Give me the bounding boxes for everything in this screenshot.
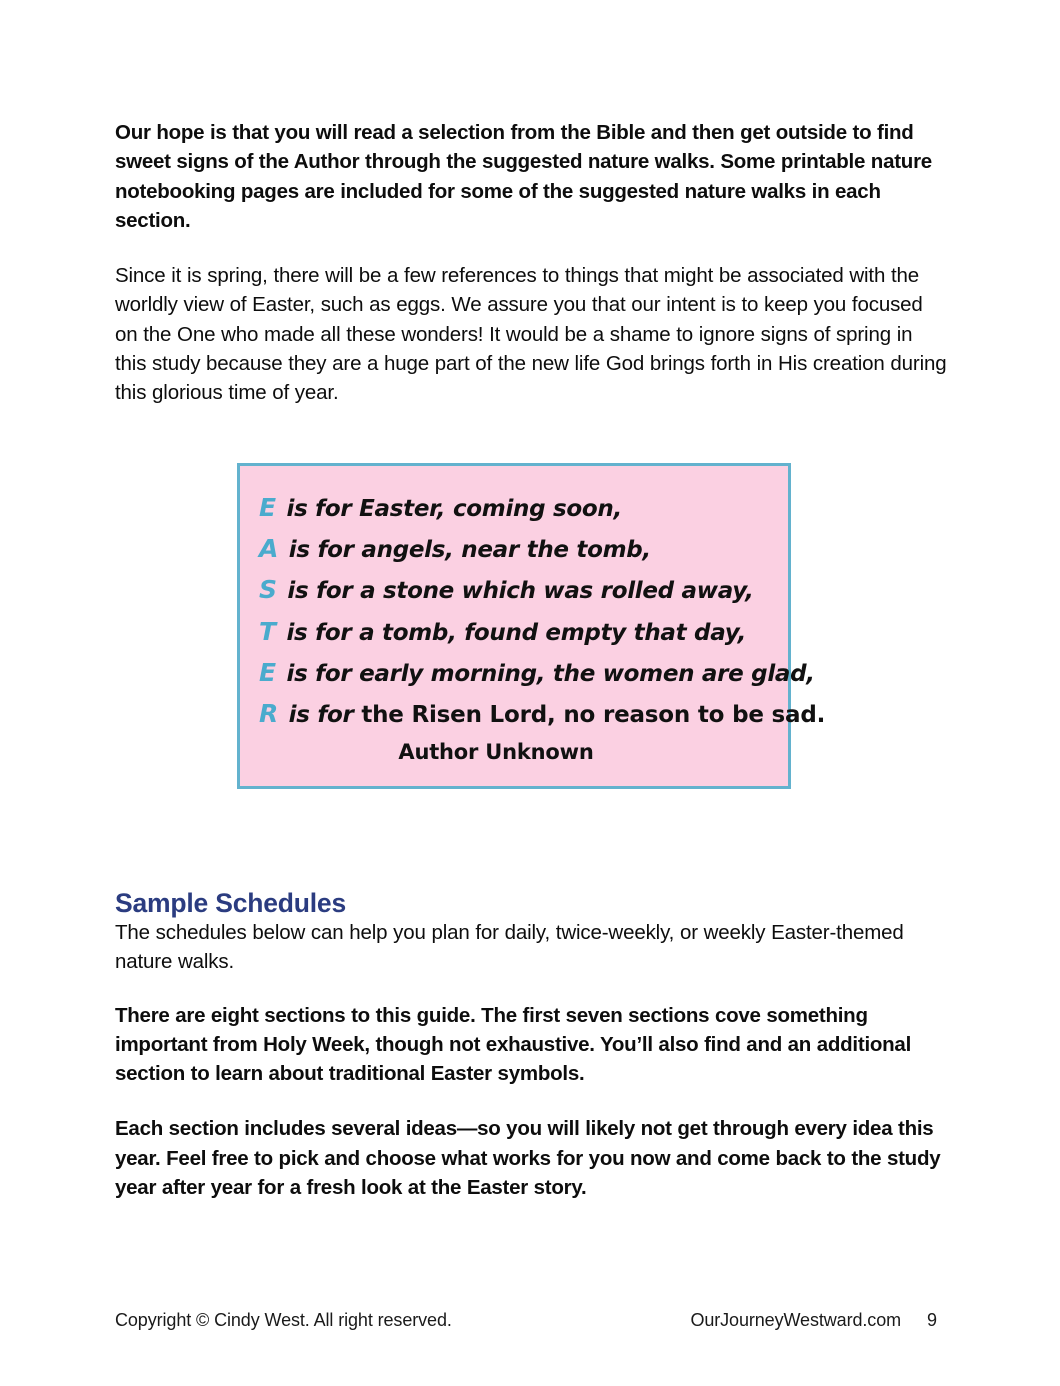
poem-line	[259, 612, 779, 653]
poem-accent-letter: E	[259, 493, 276, 522]
poem-accent-letter: T	[259, 616, 276, 646]
page-footer	[115, 1310, 947, 1336]
poem-lines-group	[259, 488, 826, 769]
poem-line-text: is for angels, near the tomb,	[281, 537, 651, 564]
upper-content-block	[115, 118, 947, 434]
poem-accent-letter: E	[259, 657, 276, 687]
poem-line-text: is for a stone which was rolled away,	[279, 578, 754, 605]
paragraph-spring-references: Since it is spring, there will be a few references to things that might be associated with the worldly view of Easter, such as eggs. We assure you that our intent is to keep you focused on the One who made all these wonders! It would be a shame to ignore signs of spring in this study because they are a huge part of the new life God brings forth in His creation during this glorious time of year.	[115, 264, 947, 405]
poem-line	[259, 653, 815, 694]
lower-content-block	[115, 918, 949, 1228]
poem-line	[259, 694, 826, 735]
section-heading-sample-schedules: Sample Schedules	[115, 887, 346, 918]
poem-line-text: is for	[280, 702, 362, 729]
poem-accent-letter: R	[259, 699, 278, 729]
poem-line-text: is for Easter, coming soon,	[278, 496, 622, 522]
paragraph-intro-hope: Our hope is that you will read a selection from the Bible and then get outside to find sweet signs of the Author through the suggested nature walks. Some printable nature notebooking pages are included for some of the suggested nature walks in each section.	[115, 121, 932, 232]
easter-acrostic-poem-box	[237, 463, 826, 789]
footer-website: OurJourneyWestward.com	[690, 1310, 901, 1330]
poem-line	[259, 570, 779, 611]
poem-line	[259, 488, 779, 529]
poem-line-text: is for early morning, the women are glad,	[278, 660, 815, 687]
footer-copyright: Copyright © Cindy West. All right reserved.	[115, 1310, 452, 1330]
paragraph-schedules-intro: The schedules below can help you plan for daily, twice-weekly, or weekly Easter-themed nature walks.	[115, 921, 904, 974]
paragraph-each-section: Each section includes several ideas—so you will likely not get through every idea this year. Feel free to pick and choose what works for you now and come back to the study year after year for a fresh look at the Easter story.	[115, 1117, 941, 1200]
poem-line	[259, 529, 779, 570]
poem-accent-letter: A	[259, 534, 279, 564]
poem-line-text-upright: the Risen Lord, no reason to be sad.	[361, 702, 826, 729]
paragraph-eight-sections: There are eight sections to this guide. The first seven sections cove something important from Holy Week, though not exhaustive. You’ll also find and an additional section to learn about traditional Easter symbols.	[115, 1003, 912, 1086]
footer-page-number: 9	[926, 1310, 937, 1330]
poem-accent-letter: S	[259, 575, 277, 605]
poem-attribution: Author Unknown	[398, 740, 594, 765]
poem-line-text: is for a tomb, found empty that day,	[278, 619, 747, 646]
